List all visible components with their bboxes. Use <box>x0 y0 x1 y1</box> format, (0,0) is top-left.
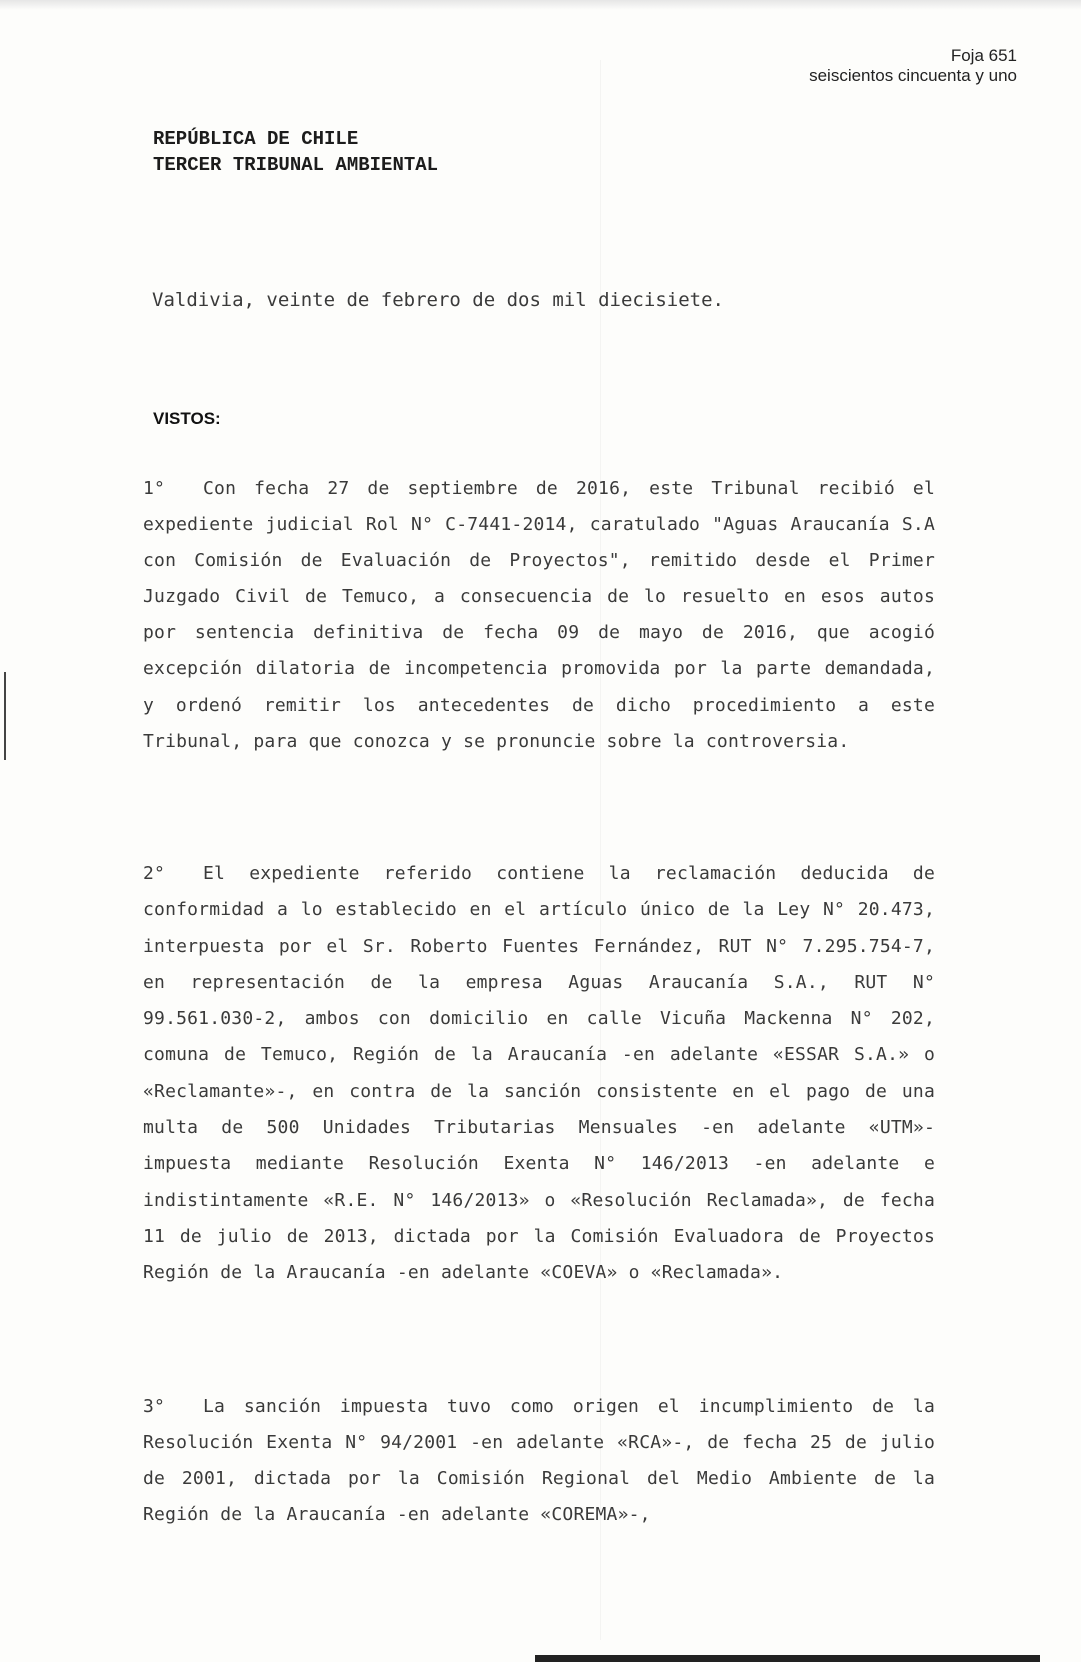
paragraph-text: La sanción impuesta tuvo como origen el incumplimiento de la Resolución Exenta N° 94/2001 -en adelante «RCA»-, de fecha 25 de julio de 2001, dictada por la Comisión Regional del Medio Ambiente de la Región de la Araucanía -en adelante «COREMA»-, <box>143 1396 935 1525</box>
foja-stamp <box>809 46 1017 86</box>
foja-number-words: seiscientos cincuenta y uno <box>809 66 1017 85</box>
scan-edge-shadow <box>0 0 1081 10</box>
date-line: Valdivia, veinte de febrero de dos mil diecisiete. <box>152 289 724 311</box>
scan-margin-mark <box>4 672 6 760</box>
paragraph-2 <box>143 856 935 1292</box>
paragraph-number: 1° <box>143 478 166 499</box>
section-title: VISTOS: <box>153 409 221 428</box>
paragraph-1 <box>143 471 935 760</box>
scan-bottom-bar <box>535 1655 1040 1662</box>
paragraph-number: 3° <box>143 1396 166 1417</box>
paragraph-text: El expediente referido contiene la reclamación deducida de conformidad a lo establecido en el artículo único de la Ley N° 20.473, interpuesta por el Sr. Roberto Fuentes Fernández, RUT N° 7.295.754-7, en representación de la empresa Aguas Araucanía S.A., RUT N° 99.561.030-2, ambos con domicilio en calle Vicuña Mackenna N° 202, comuna de Temuco, Región de la Araucanía -en adelante «ESSAR S.A.» o «Reclamante»-, en contra de la sanción consistente en el pago de una multa de 500 Unidades Tributarias Mensuales -en adelante «UTM»- impuesta mediante Resolución Exenta N° 146/2013 -en adelante e indistintamente «R.E. N° 146/2013» o «Resolución Reclamada», de fecha 11 de julio de 2013, dictada por la Comisión Evaluadora de Proyectos Región de la Araucanía -en adelante «COEVA» o «Reclamada». <box>143 863 935 1284</box>
paragraph-text: Con fecha 27 de septiembre de 2016, este Tribunal recibió el expediente judicial Rol N° C-7441-2014, caratulado "Aguas Araucanía S.A con Comisión de Evaluación de Proyectos", remitido desde el Primer Juzgado Civil de Temuco, a consecuencia de lo resuelto en esos autos por sentencia definitiva de fecha 09 de mayo de 2016, que acogió excepción dilatoria de incompetencia promovida por la parte demandada, y ordenó remitir los antecedentes de dicho procedimiento a este Tribunal, para que conozca y se pronuncie sobre la controversia. <box>143 478 935 752</box>
document-header <box>153 126 438 178</box>
header-court: TERCER TRIBUNAL AMBIENTAL <box>153 154 439 176</box>
paragraph-number: 2° <box>143 863 166 884</box>
paragraph-3 <box>143 1389 935 1533</box>
foja-number: Foja 651 <box>950 46 1017 65</box>
header-country: REPÚBLICA DE CHILE <box>153 128 359 150</box>
